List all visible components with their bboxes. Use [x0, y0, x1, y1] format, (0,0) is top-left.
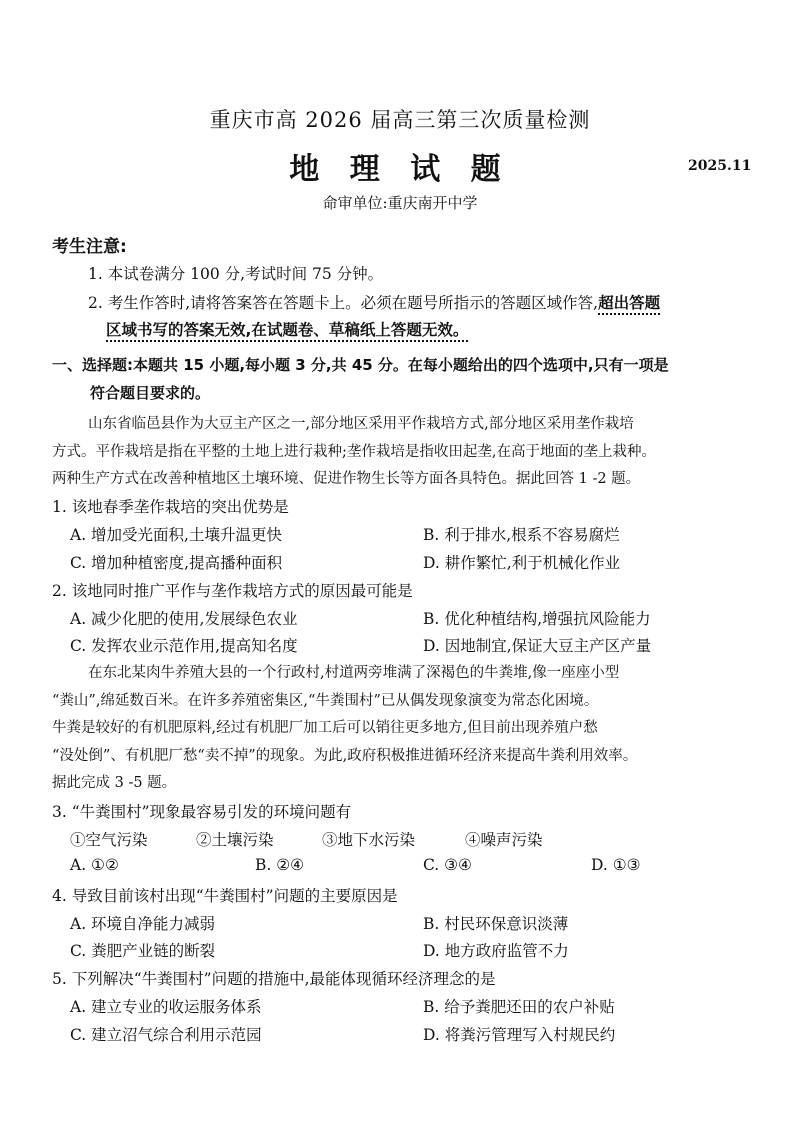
passage2-line: “没处倒”、有机肥厂愁“卖不掉”的现象。为此,政府积极推进循环经济来提高牛粪利用效率。: [52, 748, 638, 764]
q5-stem: 5. 下列解决“牛粪围村”问题的措施中,最能体现循环经济理念的是: [52, 970, 496, 988]
passage2-line: “粪山”,绵延数百米。在许多养殖密集区,“牛粪围村”已从偶发现象演变为常态化困境。: [52, 693, 599, 709]
section-heading-continuation: 符合题目要求的。: [90, 384, 211, 402]
notice-title: 考生注意:: [52, 237, 127, 257]
q2-option-b: B. 优化种植结构,增强抗风险能力: [423, 610, 651, 628]
exam-date: 2025.11: [688, 158, 752, 174]
q4-option-d: D. 地方政府监管不力: [423, 942, 569, 960]
q2-option-d: D. 因地制宜,保证大豆主产区产量: [423, 637, 652, 655]
passage1-line: 两种生产方式在改善种植地区土壤环境、促进作物生长等方面各具特色。据此回答 1 -2 题。: [52, 471, 641, 487]
passage1-line: 方式。平作栽培是指在平整的土地上进行栽种;垄作栽培是指收田起垄,在高于地面的垄上栽种。: [52, 444, 656, 460]
q3-option-c: C. ③④: [423, 856, 472, 874]
q3-option-a: A. ①②: [70, 856, 119, 874]
notice-item-2-continuation: 区域书写的答案无效,在试题卷、草稿纸上答题无效。: [106, 321, 469, 339]
passage1-line: 山东省临邑县作为大豆主产区之一,部分地区采用平作栽培方式,部分地区采用垄作栽培: [88, 416, 634, 432]
q2-stem: 2. 该地同时推广平作与垄作栽培方式的原因最可能是: [52, 582, 413, 600]
section-heading: 一、选择题:本题共 15 小题,每小题 3 分,共 45 分。在每小题给出的四个选项中,只有一项是: [52, 356, 669, 374]
q3-statement-2: ②土壤污染: [196, 831, 274, 849]
q4-stem: 4. 导致目前该村出现“牛粪围村”问题的主要原因是: [52, 887, 398, 905]
q5-option-b: B. 给予粪肥还田的农户补贴: [423, 998, 615, 1016]
subject-title: 地 理 试 题: [289, 152, 511, 187]
passage2-line: 在东北某肉牛养殖大县的一个行政村,村道两旁堆满了深褐色的牛粪堆,像一座座小型: [88, 665, 620, 681]
q1-option-c: C. 增加种植密度,提高播种面积: [70, 554, 283, 572]
q3-statement-3: ③地下水污染: [322, 831, 416, 849]
q1-option-d: D. 耕作繁忙,利于机械化作业: [423, 554, 621, 572]
q3-option-d: D. ①③: [591, 856, 641, 874]
q1-stem: 1. 该地春季垄作栽培的突出优势是: [52, 498, 289, 516]
q2-option-a: A. 减少化肥的使用,发展绿色农业: [70, 610, 298, 628]
notice-item-2-emphasis: 超出答题: [598, 294, 661, 312]
q1-option-b: B. 利于排水,根系不容易腐烂: [423, 526, 620, 544]
q3-statement-4: ④噪声污染: [465, 831, 543, 849]
q2-option-c: C. 发挥农业示范作用,提高知名度: [70, 637, 298, 655]
q5-option-d: D. 将粪污管理写入村规民约: [423, 1026, 616, 1044]
notice-item-2-text: 2. 考生作答时,请将答案答在答题卡上。必须在题号所指示的答题区域作答,: [88, 294, 599, 312]
q3-stem: 3. “牛粪围村”现象最容易引发的环境问题有: [52, 803, 352, 821]
q4-option-c: C. 粪肥产业链的断裂: [70, 942, 216, 960]
q1-option-a: A. 增加受光面积,土壤升温更快: [70, 526, 282, 544]
q5-option-a: A. 建立专业的收运服务体系: [70, 998, 262, 1016]
exam-header-title: 重庆市高 2026 届高三第三次质量检测: [209, 108, 591, 132]
q3-statement-1: ①空气污染: [70, 831, 148, 849]
passage2-line: 据此完成 3 -5 题。: [52, 775, 177, 791]
exam-organizer: 命审单位:重庆南开中学: [322, 194, 478, 212]
notice-item-1: 1. 本试卷满分 100 分,考试时间 75 分钟。: [88, 265, 384, 283]
q4-option-a: A. 环境自净能力减弱: [70, 915, 216, 933]
q3-option-b: B. ②④: [255, 856, 305, 874]
q5-option-c: C. 建立沼气综合利用示范园: [70, 1026, 262, 1044]
notice-item-2: [88, 291, 660, 313]
q4-option-b: B. 村民环保意识淡薄: [423, 915, 569, 933]
passage2-line: 牛粪是较好的有机肥原料,经过有机肥厂加工后可以销往更多地方,但目前出现养殖户愁: [52, 720, 598, 736]
